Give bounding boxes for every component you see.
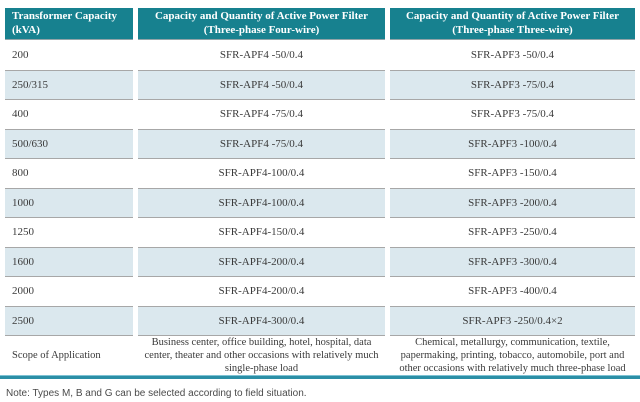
- apf4-cell: SFR-APF4 -50/0.4: [219, 48, 304, 61]
- table-header-row: [5, 8, 635, 40]
- apf3-cell: SFR-APF3 -200/0.4: [390, 188, 635, 218]
- apf3-cell: SFR-APF3 -75/0.4: [390, 99, 635, 129]
- capacity-cell: 400: [5, 99, 133, 129]
- capacity-cell: 1600: [5, 247, 133, 277]
- table-row: [5, 70, 635, 100]
- apf3-cell: SFR-APF3 -250/0.4×2: [390, 306, 635, 336]
- table-row: [5, 129, 635, 159]
- apf4-cell: SFR-APF4-150/0.4: [138, 217, 385, 247]
- apf4-cell: SFR-APF4-100/0.4: [138, 158, 385, 188]
- table-row: [5, 188, 635, 218]
- apf4-cell: SFR-APF4 -75/0.4: [138, 129, 385, 159]
- apf3-cell: SFR-APF3 -100/0.4: [390, 129, 635, 159]
- apf4-cell: SFR-APF4-200/0.4: [138, 247, 385, 277]
- table-row: [5, 247, 635, 277]
- header-three-wire: [390, 8, 635, 40]
- capacity-cell: 800: [5, 158, 133, 188]
- header-transformer-capacity: [5, 8, 133, 40]
- header-transformer-capacity-line2: (kVA): [12, 23, 40, 36]
- table-row: [5, 306, 635, 336]
- scope-of-application-row: [5, 335, 635, 375]
- table-body: [5, 40, 635, 375]
- apf4-cell: SFR-APF4 -75/0.4: [138, 99, 385, 129]
- header-three-wire-line1: Capacity and Quantity of Active Power Filter: [405, 10, 620, 22]
- apf4-cell: SFR-APF4-300/0.4: [138, 306, 385, 336]
- apf3-cell: SFR-APF3 -300/0.4: [390, 247, 635, 277]
- scope-four-wire-text: Business center, office building, hotel, hospital, data center, theater and other occasions with relatively much single-phase load: [138, 335, 385, 375]
- apf3-cell: SFR-APF3 -75/0.4: [390, 70, 635, 100]
- capacity-cell: 2500: [5, 306, 133, 336]
- header-transformer-capacity-line1: Transformer Capacity: [12, 10, 117, 22]
- capacity-cell: 1250: [5, 217, 133, 247]
- apf-selection-table: [5, 8, 635, 375]
- capacity-cell: 250/315: [5, 70, 133, 100]
- capacity-cell: 500/630: [5, 129, 133, 159]
- table-row: [5, 158, 635, 188]
- scope-label: Scope of Application: [5, 335, 133, 375]
- apf3-cell: SFR-APF3 -50/0.4: [470, 48, 555, 61]
- table-row: [5, 99, 635, 129]
- capacity-cell: 1000: [5, 188, 133, 218]
- footnote: Note: Types M, B and G can be selected according to field situation.: [6, 388, 307, 399]
- apf4-cell: SFR-APF4-200/0.4: [138, 276, 385, 306]
- apf3-cell: SFR-APF3 -400/0.4: [390, 276, 635, 306]
- apf4-cell: SFR-APF4 -50/0.4: [138, 70, 385, 100]
- header-four-wire-line1: Capacity and Quantity of Active Power Filter: [154, 10, 369, 22]
- capacity-cell: 2000: [5, 276, 133, 306]
- apf3-cell: SFR-APF3 -150/0.4: [390, 158, 635, 188]
- table-row: [5, 217, 635, 247]
- table-row: [5, 276, 635, 306]
- scope-three-wire-text: Chemical, metallurgy, communication, textile, papermaking, printing, tobacco, automobile, port and other occasions with relatively much three-phase load: [390, 335, 635, 375]
- header-four-wire-line2: (Three-phase Four-wire): [203, 23, 320, 36]
- apf4-cell: SFR-APF4-100/0.4: [138, 188, 385, 218]
- header-four-wire: [138, 8, 385, 40]
- apf3-cell: SFR-APF3 -250/0.4: [390, 217, 635, 247]
- header-three-wire-line2: (Three-phase Three-wire): [452, 23, 573, 36]
- table-bottom-rule: [0, 375, 640, 379]
- table-row: [5, 40, 635, 70]
- capacity-cell: 200: [12, 48, 29, 61]
